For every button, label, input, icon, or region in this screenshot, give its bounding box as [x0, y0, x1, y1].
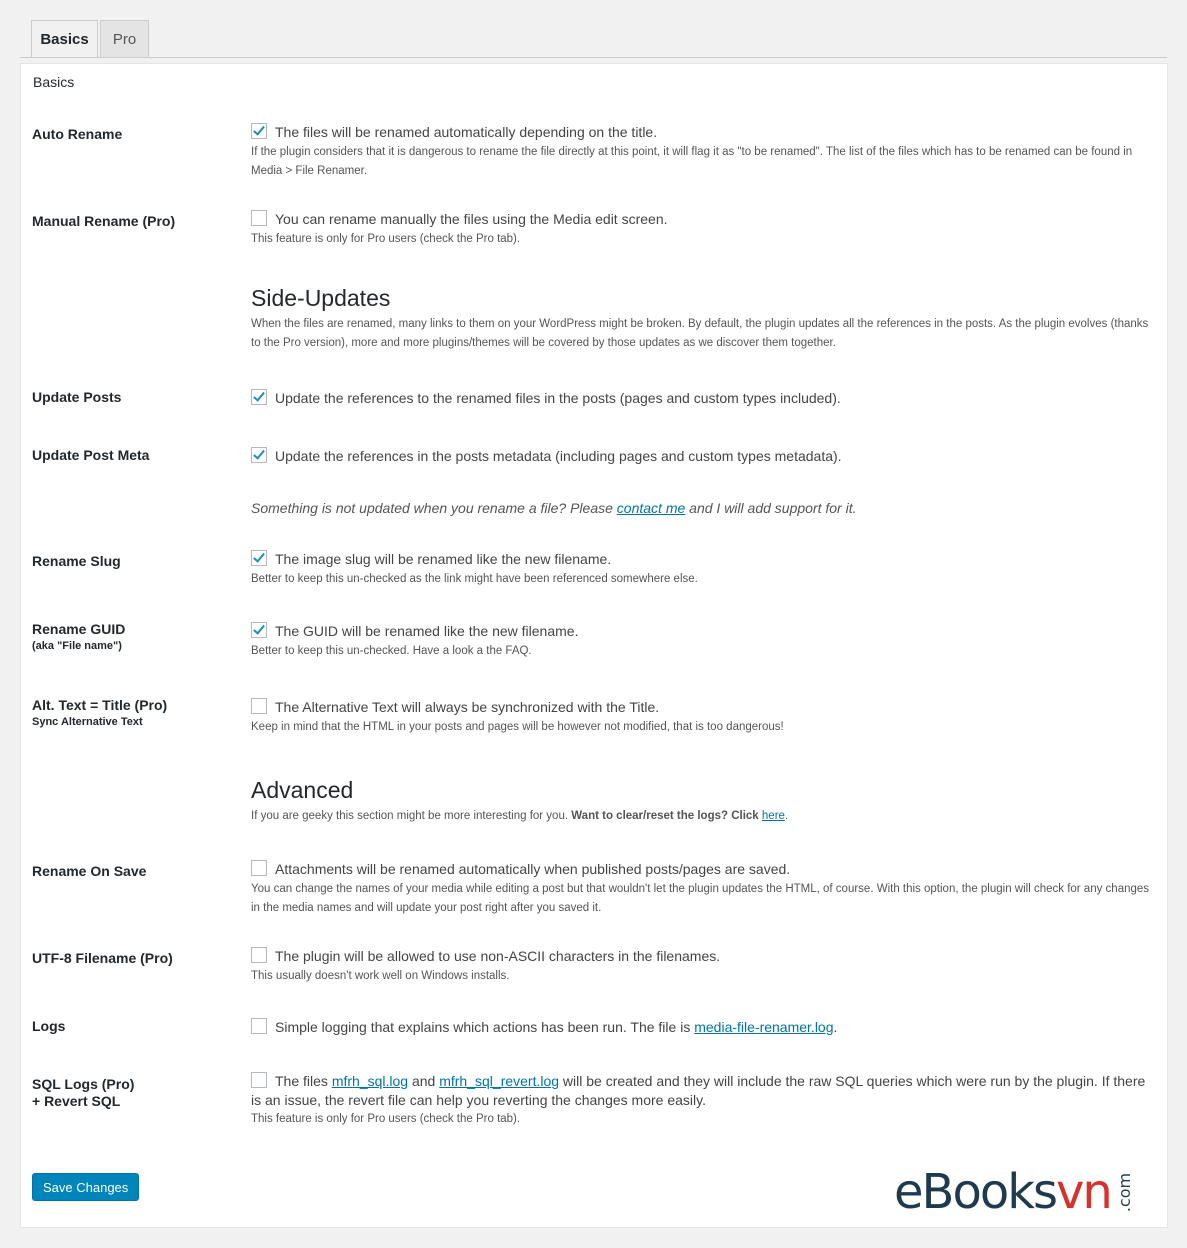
sql-logs-desc: This feature is only for Pro users (check the Pro tab). — [251, 1113, 521, 1125]
clear-logs-link[interactable]: here — [761, 810, 785, 822]
sql-log-link[interactable]: mfrh_sql.log — [331, 1073, 409, 1089]
sql-logs-text-2: and — [408, 1073, 440, 1089]
logo-com: .com — [1114, 1172, 1134, 1213]
rename-on-save-desc: You can change the names of your media while editing a post but that wouldn't let the plugin updates the HTML, of course. With this option, the plugin will check for any changes in the media names and will update your post right after you saved it. — [251, 883, 1150, 914]
utf8-checkbox[interactable] — [251, 947, 267, 963]
auto-rename-checkbox[interactable] — [251, 123, 267, 139]
alt-text-sublabel: Sync Alternative Text — [32, 716, 143, 728]
manual-rename-desc: This feature is only for Pro users (check the Pro tab). — [251, 233, 521, 245]
alt-text-desc: Keep in mind that the HTML in your posts and pages will be however not modified, that is too dangerous! — [251, 721, 784, 733]
update-post-meta-field — [251, 447, 1156, 464]
tab-pro[interactable]: Pro — [100, 20, 149, 58]
note-text: Something is not updated when you rename a file? Please — [251, 500, 617, 516]
advanced-desc — [251, 807, 1156, 826]
rename-slug-desc: Better to keep this un-checked as the link might have been referenced somewhere else. — [251, 573, 698, 585]
utf8-field — [251, 947, 1156, 986]
side-updates-desc: When the files are renamed, many links to them on your WordPress might be broken. By default, the plugin updates all the references in the posts. As the plugin evolves (thanks to the Pro version), more and more plugins/themes will be covered by those updates as we discover them together. — [251, 318, 1149, 349]
update-posts-checkbox[interactable] — [251, 389, 267, 405]
contact-me-link[interactable]: contact me — [616, 500, 686, 516]
auto-rename-label: Auto Rename — [32, 126, 123, 142]
side-updates-section — [251, 285, 1156, 353]
update-post-meta-text: Update the references in the posts metadata (including pages and custom types metadata). — [275, 448, 842, 464]
rename-guid-desc: Better to keep this un-checked. Have a look a the FAQ. — [251, 645, 532, 657]
logs-end: . — [833, 1019, 838, 1035]
ebooksvn-watermark-logo — [894, 1164, 1150, 1220]
advanced-section — [251, 777, 1156, 826]
tab-basics[interactable]: Basics — [31, 20, 98, 58]
rename-on-save-text: Attachments will be renamed automatically when published posts/pages are saved. — [275, 861, 791, 877]
rename-on-save-label: Rename On Save — [32, 863, 147, 879]
log-file-link[interactable]: media-file-renamer.log — [694, 1019, 834, 1035]
update-posts-field — [251, 389, 1156, 406]
update-post-meta-label: Update Post Meta — [32, 447, 150, 463]
sql-logs-label-text: SQL Logs (Pro) — [32, 1076, 135, 1092]
logs-text: Simple logging that explains which actions has been run. The file is — [275, 1019, 695, 1035]
manual-rename-checkbox[interactable] — [251, 210, 267, 226]
manual-rename-field — [251, 210, 1156, 249]
rename-slug-field — [251, 550, 1156, 589]
rename-slug-label: Rename Slug — [32, 553, 121, 569]
panel-title: Basics — [33, 74, 75, 90]
alt-text-checkbox[interactable] — [251, 698, 267, 714]
rename-guid-label-text: Rename GUID — [32, 621, 126, 637]
rename-guid-field — [251, 622, 1156, 661]
sql-logs-checkbox[interactable] — [251, 1072, 267, 1088]
support-note — [251, 500, 1156, 516]
sql-logs-text: The files — [275, 1073, 332, 1089]
save-changes-button[interactable]: Save Changes — [32, 1173, 139, 1201]
sql-revert-log-link[interactable]: mfrh_sql_revert.log — [439, 1073, 560, 1089]
auto-rename-field — [251, 123, 1156, 181]
rename-slug-text: The image slug will be renamed like the new filename. — [275, 551, 612, 567]
advanced-heading: Advanced — [251, 777, 354, 803]
utf8-desc: This usually doesn't work well on Windows installs. — [251, 970, 510, 982]
tab-divider — [20, 57, 1167, 58]
sql-logs-field — [251, 1072, 1156, 1129]
manual-rename-text: You can rename manually the files using the Media edit screen. — [275, 211, 668, 227]
logs-field — [251, 1018, 1156, 1035]
sql-logs-text-3: will be created and they will include the raw SQL queries which were run by the plugin. If there is an issue, the revert file can help you reverting the changes more easily. — [251, 1073, 1146, 1108]
update-post-meta-checkbox[interactable] — [251, 447, 267, 463]
utf8-label: UTF-8 Filename (Pro) — [32, 950, 173, 966]
alt-text-field — [251, 698, 1156, 737]
advanced-desc-end: . — [784, 810, 789, 822]
rename-on-save-field — [251, 860, 1156, 918]
logs-label: Logs — [32, 1018, 66, 1034]
auto-rename-desc: If the plugin considers that it is dangerous to rename the file directly at this point, it will flag it as "to be renamed". The list of the files which has to be renamed can be found in Media > File Renamer. — [251, 146, 1133, 177]
manual-rename-label: Manual Rename (Pro) — [32, 213, 176, 229]
rename-guid-text: The GUID will be renamed like the new filename. — [275, 623, 579, 639]
advanced-desc-bold: Want to clear/reset the logs? Click — [571, 810, 762, 822]
rename-guid-checkbox[interactable] — [251, 622, 267, 638]
update-posts-text: Update the references to the renamed files in the posts (pages and custom types included). — [275, 390, 841, 406]
rename-guid-sublabel: (aka "File name") — [32, 640, 122, 652]
alt-text-text: The Alternative Text will always be synchronized with the Title. — [275, 699, 660, 715]
rename-guid-label — [32, 621, 125, 652]
auto-rename-text: The files will be renamed automatically depending on the title. — [275, 124, 658, 140]
sql-logs-sublabel: + Revert SQL — [32, 1093, 121, 1109]
note-text-end: and I will add support for it. — [685, 500, 857, 516]
alt-text-label-text: Alt. Text = Title (Pro) — [32, 697, 168, 713]
alt-text-label — [32, 697, 167, 728]
logo-vn: vn — [1056, 1164, 1111, 1220]
rename-slug-checkbox[interactable] — [251, 550, 267, 566]
logo-text: eBooks — [894, 1164, 1056, 1220]
advanced-desc-text: If you are geeky this section might be more interesting for you. — [251, 810, 572, 822]
sql-logs-label — [32, 1076, 134, 1109]
update-posts-label: Update Posts — [32, 389, 122, 405]
settings-panel — [20, 63, 1168, 1228]
rename-on-save-checkbox[interactable] — [251, 860, 267, 876]
logs-checkbox[interactable] — [251, 1018, 267, 1034]
utf8-text: The plugin will be allowed to use non-ASCII characters in the filenames. — [275, 948, 721, 964]
side-updates-heading: Side-Updates — [251, 285, 391, 311]
